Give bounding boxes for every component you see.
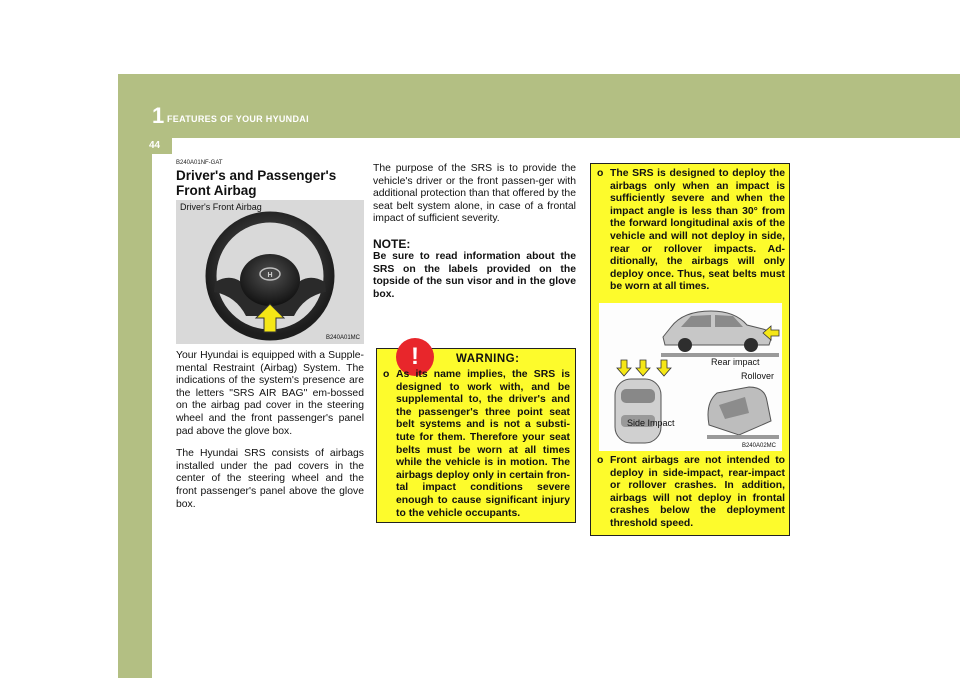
bullet-mark: o <box>597 168 604 179</box>
side-impact-arrow-icon <box>657 360 671 376</box>
warning-box <box>376 343 576 523</box>
side-impact-arrow-icon <box>636 360 650 376</box>
bullet-mark: o <box>597 455 604 466</box>
chapter-header-band <box>118 74 960 138</box>
bullet-mark: o <box>383 369 390 380</box>
rear-impact-label: Rear impact <box>711 357 760 367</box>
impact-types-figure <box>599 303 782 451</box>
side-impact-arrow-icon <box>617 360 631 376</box>
section-code: B240A01NF-GAT <box>176 160 223 166</box>
svg-text:H: H <box>267 272 273 279</box>
note-title: NOTE: <box>373 236 411 251</box>
deployment-text: The SRS is designed to deploy the airbags only when an impact is sufficiently severe and when the impact angle is less than 30° from the forward longitudinal axis of the vehicle and will not deploy in side, rear or rollover impacts. Ad-ditionally, the airbags will only deploy once. Thus, seat belts must be worn at all times. <box>610 168 785 293</box>
warning-title: WARNING: <box>456 353 520 365</box>
chapter-number: 1 <box>152 103 165 128</box>
warning-exclamation-icon: ! <box>396 338 434 376</box>
side-impact-label: Side Impact <box>627 418 675 428</box>
warning-text: As its name implies, the SRS is designed to work with, and be supplemental to, the driver's and the passenger's three point seat belt systems and is not a substi-tute for them. Therefore your seat belts must be worn at all times while the vehicle is in motion. The airbags deploy only in certain fron-tal impact conditions severe enough to cause significant injury to the vehicle occupants. <box>396 369 570 519</box>
page-number: 44 <box>149 138 172 154</box>
deployment-bullet <box>591 168 789 294</box>
page-side-tab <box>118 138 152 678</box>
rollover-car-icon <box>707 387 779 439</box>
figure-caption: Driver's Front Airbag <box>180 202 262 212</box>
paragraph-srs-intro: Your Hyundai is equipped with a Supple-mental Restraint (Airbag) System. The indications of the system's presence are the letters "SRS AIR BAG" em-bossed on the airbag pad cover in the steering wheel and the front passenger's panel pad above the glove box. <box>176 350 364 437</box>
paragraph-srs-purpose: The purpose of the SRS is to provide the vehicle's driver or the front passen-ger with additional protection than that offered by the seat belt system alone, in case of a frontal impact of sufficient severity. <box>373 163 576 225</box>
figure-code: B240A02MC <box>741 443 776 449</box>
chapter-title: FEATURES OF YOUR HYUNDAI <box>167 114 309 124</box>
warning-bullet <box>377 369 573 520</box>
note-text: Be sure to read information about the SRS on the labels provided on the topside of the sun visor and in the glove box. <box>373 250 576 300</box>
car-top-view-icon <box>615 379 661 443</box>
figure-code: B240A01MC <box>325 335 360 341</box>
non-deployment-text: Front airbags are not intended to deploy in side-impact, rear-impact or rollover crashes. In addition, airbags will not deploy in frontal crashes below the deployment threshold speed. <box>610 455 785 529</box>
column-srs-purpose <box>373 163 576 301</box>
non-deployment-bullet <box>591 455 789 531</box>
airbag-deployment-info-box <box>590 163 790 536</box>
section-title: Driver's and Passenger's Front Airbag <box>176 168 337 198</box>
sedan-side-view-icon <box>661 311 779 357</box>
rollover-label: Rollover <box>741 371 775 381</box>
column-airbag-intro <box>176 160 364 511</box>
steering-wheel-icon <box>176 200 364 344</box>
paragraph-srs-components: The Hyundai SRS consists of airbags installed under the pad covers in the center of the steering wheel and the front passenger's panel above the glove box. <box>176 448 364 510</box>
drivers-airbag-figure <box>176 200 364 344</box>
